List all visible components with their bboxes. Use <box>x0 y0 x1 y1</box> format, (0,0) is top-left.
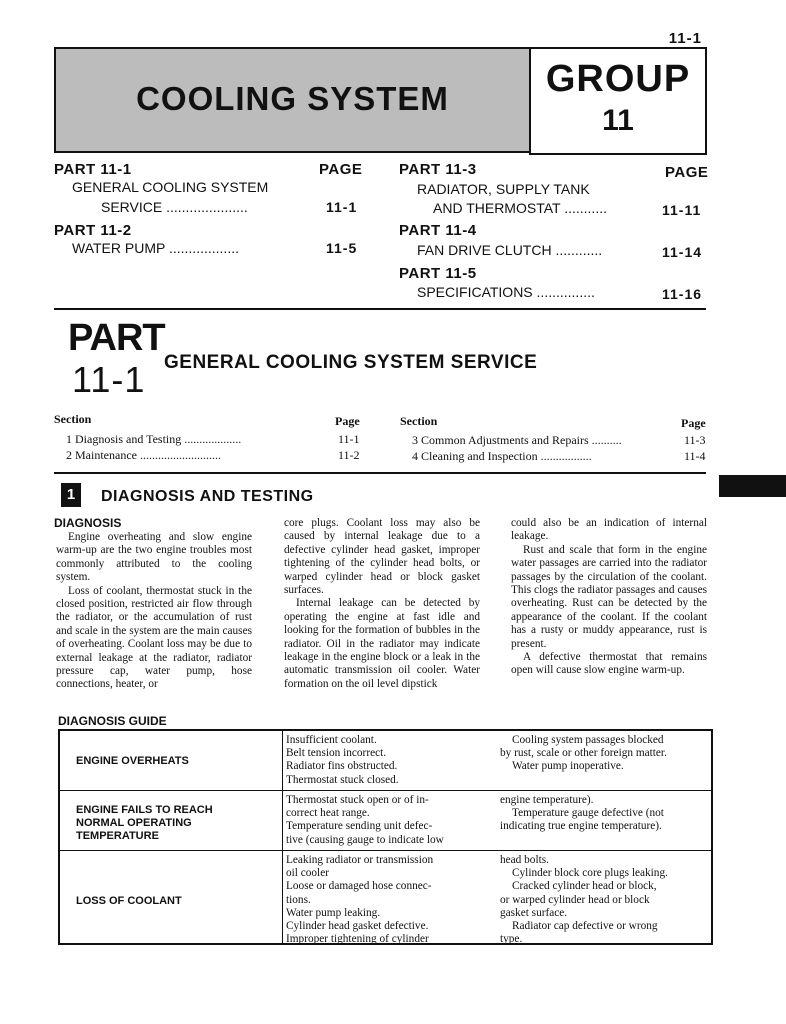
guide-title: DIAGNOSIS GUIDE <box>58 714 167 728</box>
toc-page-label: PAGE <box>665 164 709 181</box>
body-column-1 <box>56 531 252 692</box>
paragraph: Loss of coolant, thermostat stuck in the closed position, restricted air flow through the radiator, or the accumulation of rust and scale in the system are the main causes of overheating. Coolant loss may be due to external leakage at the radiator, radiator pressure cap, water pump, hose connections, heater, or <box>56 584 252 691</box>
section-entry: 1 Diagnosis and Testing ................... <box>66 432 242 446</box>
paragraph: could also be an indication of internal leakage. <box>511 517 707 543</box>
body-column-3 <box>511 517 707 678</box>
causes-column-b: Cooling system passages blocked by rust, scale or other foreign matter. Water pump inoperative. <box>500 734 667 773</box>
page-column-label: Page <box>335 414 360 428</box>
diagnosis-guide-table <box>58 729 713 945</box>
toc-item-line: SPECIFICATIONS ............... <box>417 284 595 300</box>
toc-page-number: 11-1 <box>326 199 358 215</box>
toc-part-heading: PART 11-3 <box>399 161 477 178</box>
toc-item-line: FAN DRIVE CLUTCH ............ <box>417 242 603 258</box>
causes-column-b: engine temperature). Temperature gauge defective (not indicating true engine temperature). <box>500 794 664 833</box>
toc-item-line: SERVICE ..................... <box>101 199 248 215</box>
section-column-label: Section <box>54 412 92 426</box>
page-number: 11-1 <box>668 30 702 47</box>
toc-item-line: GENERAL COOLING SYSTEM <box>72 179 269 195</box>
body-column-2 <box>284 517 480 691</box>
group-label: GROUP <box>545 58 691 100</box>
page-column-label: Page <box>681 416 706 430</box>
causes-column-a: Insufficient coolant. Belt tension incorrect. Radiator fins obstructed. Thermostat stuck closed. <box>286 734 399 786</box>
subsection-heading: DIAGNOSIS <box>54 516 122 530</box>
toc-item-line: RADIATOR, SUPPLY TANK <box>417 181 590 197</box>
condition-label: ENGINE FAILS TO REACH NORMAL OPERATING TEMPERATURE <box>76 804 213 842</box>
causes-column-a: Thermostat stuck open or of in- correct heat range. Temperature sending unit defec- tive (causing gauge to indicate low <box>286 794 444 846</box>
section-entry: 2 Maintenance ........................... <box>66 448 221 462</box>
table-row-divider <box>60 790 711 791</box>
toc-page-number: 11-5 <box>326 240 358 256</box>
section-entry: 4 Cleaning and Inspection ................. <box>412 449 592 463</box>
toc-part-heading: PART 11-5 <box>399 265 477 282</box>
toc-page-number: 11-16 <box>662 286 703 302</box>
paragraph: Engine overheating and slow engine warm-up are the two engine troubles most commonly attributed to the cooling system. <box>56 531 252 584</box>
divider-rule <box>54 472 706 474</box>
causes-column-b: head bolts. Cylinder block core plugs leaking. Cracked cylinder head or block, or warped cylinder head or block gasket surface. Radiator cap defective or wrong type. <box>500 854 668 946</box>
toc-page-number: 11-14 <box>662 244 703 260</box>
section-entry-page: 11-3 <box>684 433 706 447</box>
paragraph: Internal leakage can be detected by operating the engine at fast idle and looking for the formation of bubbles in the radiator. Oil in the radiator may indicate leakage in the engine block or a leak in the automatic transmission oil cooler. Water formation on the oil level dipstick <box>284 597 480 690</box>
toc-page-number: 11-11 <box>662 202 702 218</box>
section-number-badge: 1 <box>61 483 81 507</box>
section-entry: 3 Common Adjustments and Repairs .......... <box>412 433 622 447</box>
chapter-title: COOLING SYSTEM <box>136 80 449 117</box>
toc-item-line: AND THERMOSTAT ........... <box>433 200 607 216</box>
paragraph: A defective thermostat that remains open will cause slow engine warm-up. <box>511 651 707 677</box>
condition-label: ENGINE OVERHEATS <box>76 755 189 767</box>
toc-page-label: PAGE <box>319 161 363 178</box>
group-number: 11 <box>602 104 634 137</box>
toc-item-line: WATER PUMP .................. <box>72 240 239 256</box>
part-number: 11-1 <box>72 359 146 400</box>
section-entry-page: 11-2 <box>338 448 360 462</box>
part-title: GENERAL COOLING SYSTEM SERVICE <box>164 352 538 373</box>
toc-part-heading: PART 11-4 <box>399 222 477 239</box>
paragraph: core plugs. Coolant loss may also be caused by internal leakage due to a defective cylinder head gasket, improper tightening of the cylinder head bolts, or warped cylinder head or block gasket surfaces. <box>284 517 480 597</box>
paragraph: Rust and scale that form in the engine water passages are carried into the radiator passages by the circulation of the coolant. This clogs the radiator passages and causes overheating. Rust can be detected by the appearance of the coolant. If the coolant has a rusty or muddy appearance, rust is present. <box>511 543 707 650</box>
toc-part-heading: PART 11-1 <box>54 161 132 178</box>
causes-column-a: Leaking radiator or transmission oil cooler Loose or damaged hose connec- tions. Water pump leaking. Cylinder head gasket defective. Improper tightening of cylinder <box>286 854 434 946</box>
section-entry-page: 11-1 <box>338 432 360 446</box>
table-row-divider <box>60 850 711 851</box>
condition-label: LOSS OF COOLANT <box>76 895 182 907</box>
toc-part-heading: PART 11-2 <box>54 222 132 239</box>
thumb-index-tab <box>719 475 786 497</box>
section-title: DIAGNOSIS AND TESTING <box>101 488 314 505</box>
section-column-label: Section <box>400 414 438 428</box>
section-entry-page: 11-4 <box>684 449 706 463</box>
part-word: PART <box>68 317 165 359</box>
divider-rule <box>54 308 706 310</box>
